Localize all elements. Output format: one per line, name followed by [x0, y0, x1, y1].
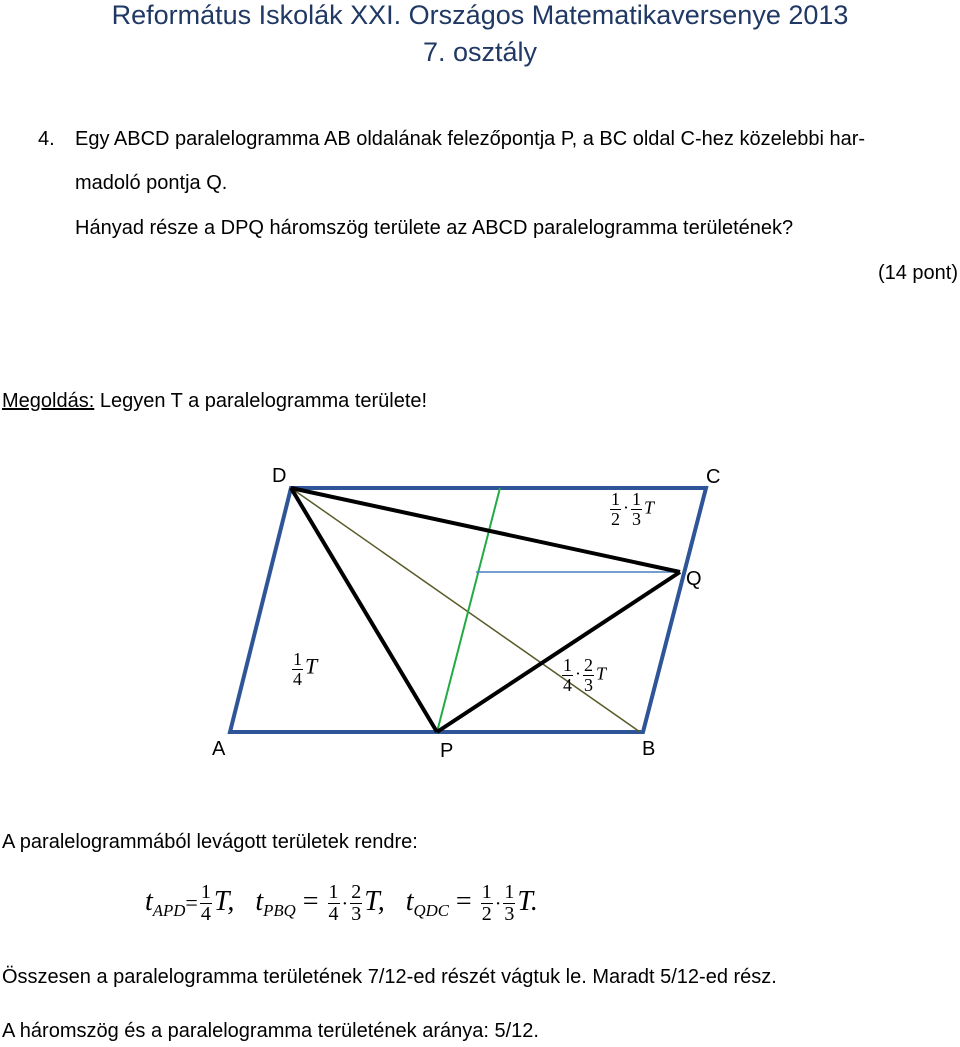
segment-dp — [291, 488, 437, 732]
solution-label: Megoldás: — [2, 390, 95, 412]
conclusion-line: A háromszög és a paralelogramma területének aránya: 5/12. — [2, 1020, 539, 1042]
areas-intro: A paralelogrammából levágott területek rendre: — [2, 831, 418, 853]
problem-number: 4. — [38, 128, 55, 150]
document-title: Református Iskolák XXI. Országos Matematikaversenye 2013 — [111, 0, 849, 30]
annotation-pbq: $\frac{1}{4}$ · $\frac{2}{3}$ T — [563, 655, 607, 695]
summary-line: Összesen a paralelogramma területének 7/12-ed részét vágtuk le. Maradt 5/12-ed rész. — [2, 966, 777, 988]
vertex-q: Q — [686, 568, 702, 590]
vertex-c: C — [706, 466, 721, 488]
t-pbq: $t_{PBQ}$ = $\frac{1}{4}$ · $\frac{2}{3}$ T, — [255, 881, 399, 925]
problem-question: Hányad része a DPQ háromszög területe az ABCD paralelogramma területének? — [75, 217, 794, 239]
segment-pq — [437, 572, 680, 732]
vertex-a: A — [212, 738, 226, 760]
problem-line-2: madoló pontja Q. — [75, 172, 228, 194]
vertex-p: P — [440, 740, 454, 762]
t-qdc: $t_{QDC}$ = $\frac{1}{2}$ · $\frac{1}{3}$ T. — [405, 881, 538, 925]
vertex-b: B — [642, 738, 656, 760]
points-label: (14 pont) — [877, 262, 958, 284]
annotation-apd: $\frac{1}{4}$ T — [293, 649, 318, 689]
solution-intro: Legyen T a paralelogramma területe! — [99, 390, 428, 412]
grade-label: 7. osztály — [422, 37, 538, 67]
t-apd: $t_{APD}=$ $\frac{1}{4}$ T, — [145, 881, 249, 925]
area-formulas — [145, 882, 538, 925]
problem-line-1: Egy ABCD paralelogramma AB oldalának felezőpontja P, a BC oldal C-hez közelebbi har- — [75, 128, 866, 150]
annotation-qdc: $\frac{1}{2}$ · $\frac{1}{3}$ T — [611, 489, 655, 529]
vertex-d: D — [272, 465, 287, 487]
